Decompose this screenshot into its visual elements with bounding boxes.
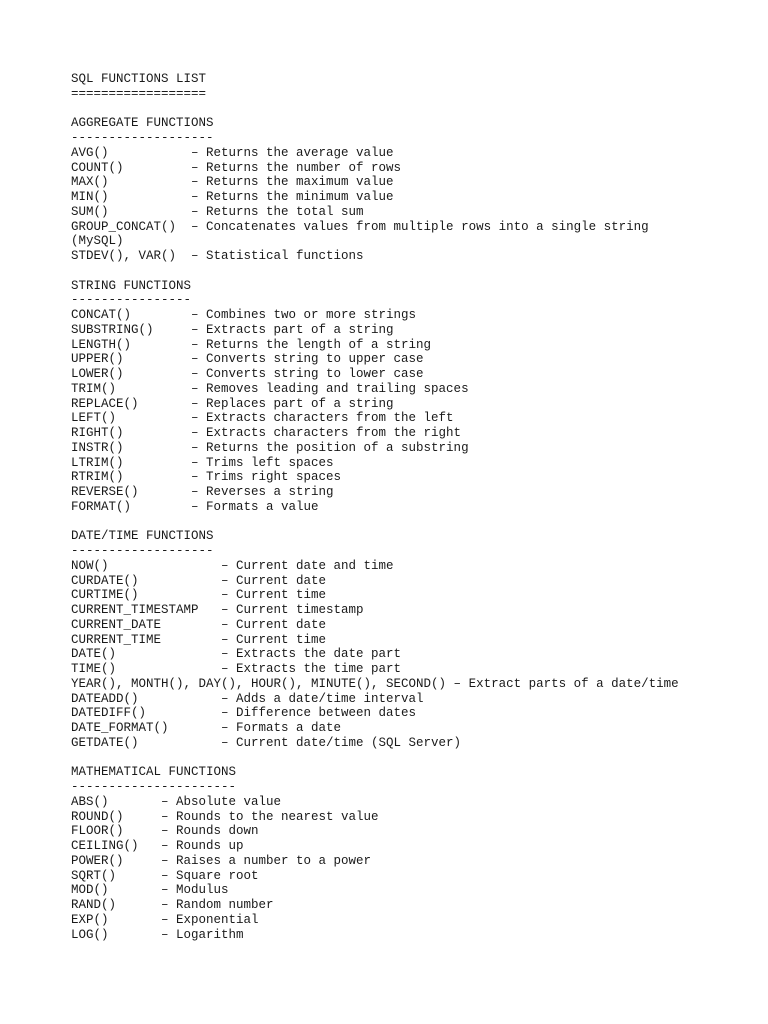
function-entry: SUM() – Returns the total sum <box>71 204 364 219</box>
blank-line <box>71 751 751 766</box>
function-entry: RTRIM() – Trims right spaces <box>71 470 342 485</box>
section-heading: AGGREGATE FUNCTIONS <box>71 116 214 131</box>
function-entry: DATE_FORMAT() – Formats a date <box>71 721 342 735</box>
text-line: (MySQL) <box>71 234 124 249</box>
function-entry: YEAR(), MONTH(), DAY(), HOUR(), MINUTE(), SECOND() – Extract parts of a date/time <box>71 676 679 691</box>
function-entry: SUBSTRING() – Extracts part of a string <box>71 322 394 337</box>
function-entry: STDEV(), VAR() – Statistical functions <box>71 249 364 263</box>
document-body <box>71 72 751 942</box>
function-entry: DATEDIFF() – Difference between dates <box>71 706 417 721</box>
function-entry: CONCAT() – Combines two or more strings <box>71 308 417 322</box>
function-entry: UPPER() – Converts string to upper case <box>71 352 424 367</box>
function-entry: CURDATE() – Current date <box>71 573 327 588</box>
function-entry: RAND() – Random number <box>71 898 274 912</box>
section-underline: ---------------- <box>71 293 192 308</box>
blank-line <box>71 515 751 530</box>
function-entry: AVG() – Returns the average value <box>71 145 394 160</box>
title-underline: ================== <box>71 86 207 101</box>
function-entry: NOW() – Current date and time <box>71 558 394 573</box>
function-entry: TIME() – Extracts the time part <box>71 662 402 676</box>
function-entry: MIN() – Returns the minimum value <box>71 190 394 204</box>
function-entry: REPLACE() – Replaces part of a string <box>71 396 394 411</box>
section-underline: ------------------- <box>71 131 214 145</box>
function-entry: LENGTH() – Returns the length of a string <box>71 337 432 352</box>
function-entry: CURRENT_DATE – Current date <box>71 617 327 632</box>
function-entry: CEILING() – Rounds up <box>71 839 244 853</box>
function-entry: EXP() – Exponential <box>71 912 259 927</box>
function-entry: DATE() – Extracts the date part <box>71 647 402 662</box>
function-entry: LTRIM() – Trims left spaces <box>71 455 334 470</box>
document-title: SQL FUNCTIONS LIST <box>71 72 207 86</box>
function-entry: GETDATE() – Current date/time (SQL Server) <box>71 735 462 750</box>
function-entry: CURRENT_TIMESTAMP – Current timestamp <box>71 603 364 617</box>
function-entry: REVERSE() – Reverses a string <box>71 485 334 499</box>
function-entry: FLOOR() – Rounds down <box>71 824 259 839</box>
function-entry: RIGHT() – Extracts characters from the right <box>71 426 462 440</box>
function-entry: SQRT() – Square root <box>71 868 259 883</box>
function-entry: MOD() – Modulus <box>71 883 229 898</box>
function-entry: CURRENT_TIME – Current time <box>71 632 327 647</box>
section-heading: MATHEMATICAL FUNCTIONS <box>71 765 237 780</box>
section-underline: ------------------- <box>71 544 214 558</box>
function-entry: COUNT() – Returns the number of rows <box>71 160 402 175</box>
function-entry: GROUP_CONCAT() – Concatenates values from multiple rows into a single string <box>71 219 649 234</box>
function-entry: MAX() – Returns the maximum value <box>71 175 394 190</box>
function-entry: CURTIME() – Current time <box>71 588 327 603</box>
function-entry: LOWER() – Converts string to lower case <box>71 367 424 381</box>
function-entry: DATEADD() – Adds a date/time interval <box>71 691 424 706</box>
blank-line <box>71 264 751 279</box>
function-entry: ROUND() – Rounds to the nearest value <box>71 809 379 824</box>
section-heading: STRING FUNCTIONS <box>71 278 192 293</box>
function-entry: INSTR() – Returns the position of a substring <box>71 440 469 455</box>
function-entry: LOG() – Logarithm <box>71 927 244 942</box>
function-entry: POWER() – Raises a number to a power <box>71 853 372 868</box>
section-underline: ---------------------- <box>71 780 237 794</box>
function-entry: FORMAT() – Formats a value <box>71 499 319 514</box>
function-entry: LEFT() – Extracts characters from the left <box>71 411 454 426</box>
blank-line <box>71 102 751 117</box>
function-entry: TRIM() – Removes leading and trailing spaces <box>71 381 469 396</box>
function-entry: ABS() – Absolute value <box>71 794 282 809</box>
section-heading: DATE/TIME FUNCTIONS <box>71 529 214 544</box>
